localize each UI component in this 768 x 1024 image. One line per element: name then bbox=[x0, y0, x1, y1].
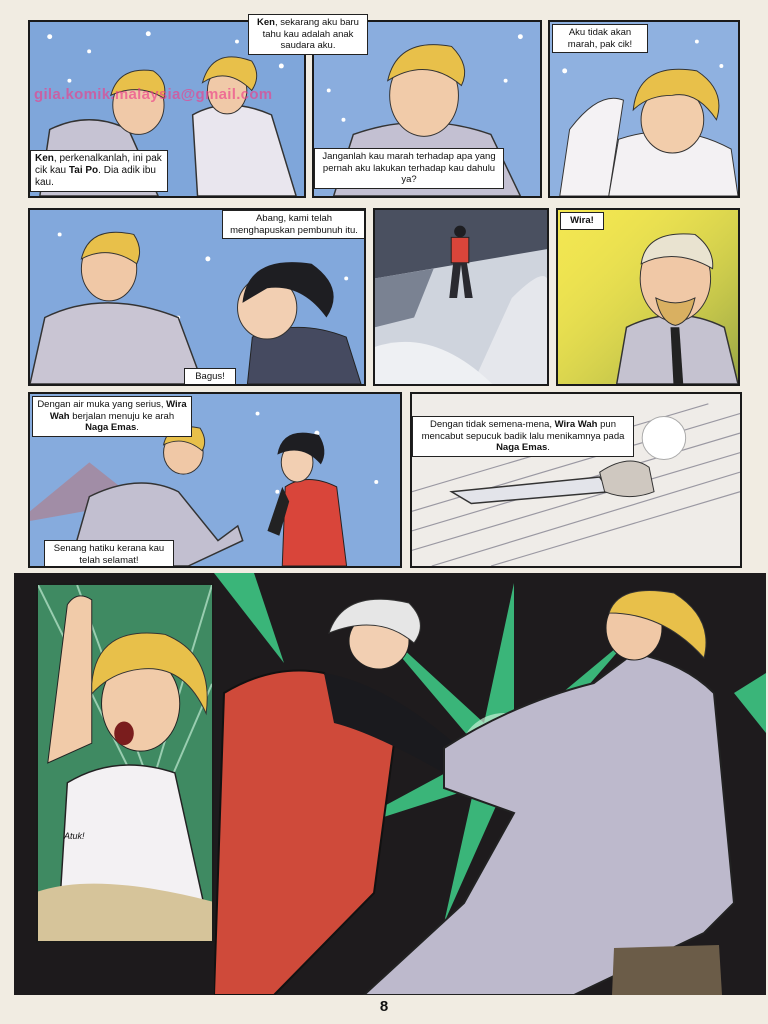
caption-text-part: Tai Po bbox=[68, 165, 99, 176]
caption-text-part: Wira Wah bbox=[554, 419, 598, 430]
page-number: 8 bbox=[379, 998, 389, 1015]
caption-p1-1 bbox=[30, 150, 168, 192]
caption-text-part: Abang, kami telah menghapuskan pembunuh itu. bbox=[230, 213, 358, 236]
panel-5-art bbox=[375, 210, 547, 384]
caption-p8-1 bbox=[412, 416, 634, 457]
caption-text-part: pun mencabut sepucuk badik lalu menikamnya pada bbox=[421, 419, 625, 442]
panel-3 bbox=[548, 20, 740, 198]
panel-9-inset-art bbox=[38, 585, 212, 941]
sfx-atuk: Atuk! bbox=[64, 831, 85, 841]
watermark-text: gila.komik.malaysia@gmail.com bbox=[34, 86, 273, 103]
caption-text-part: Janganlah kau marah terhadap apa yang pernah aku lakukan terhadap kau dahulu ya? bbox=[322, 151, 496, 185]
caption-text-part: . bbox=[547, 442, 550, 453]
caption-p4-2 bbox=[184, 368, 236, 386]
panel-9-main-art bbox=[214, 573, 766, 995]
caption-text-part: Aku tidak akan marah, pak cik! bbox=[567, 27, 633, 50]
panel-5 bbox=[373, 208, 549, 386]
caption-text-part: Bagus! bbox=[195, 371, 225, 382]
caption-text-part: , perkenalkanlah, ini pak cik kau bbox=[35, 153, 162, 176]
panel-8 bbox=[410, 392, 742, 568]
caption-text-part: . bbox=[136, 422, 139, 433]
caption-text-part: . Dia adik ibu kau. bbox=[35, 165, 156, 188]
caption-p7-2 bbox=[44, 540, 174, 568]
panel-9-main bbox=[214, 573, 766, 995]
caption-text-part: Wira! bbox=[570, 215, 594, 226]
panel-9-inset bbox=[36, 583, 214, 943]
caption-text-part: Wira Wah bbox=[49, 399, 187, 422]
caption-text-part: Senang hatiku kerana kau telah selamat! bbox=[53, 543, 165, 566]
caption-text-part: Ken bbox=[257, 17, 275, 28]
caption-text-part: Naga Emas bbox=[85, 422, 137, 433]
caption-text-part: , sekarang aku baru tahu kau adalah anak saudara aku. bbox=[262, 17, 359, 51]
caption-p2-top bbox=[248, 14, 368, 55]
caption-p3-1 bbox=[552, 24, 648, 53]
caption-text-part: Naga Emas bbox=[496, 442, 548, 453]
caption-text-part: Dengan air muka yang serius, bbox=[37, 399, 167, 410]
caption-p6-1 bbox=[560, 212, 604, 230]
caption-p4-1 bbox=[222, 210, 366, 239]
caption-text-part: Dengan tidak semena-mena, bbox=[430, 419, 555, 430]
caption-p2-2 bbox=[314, 148, 504, 189]
caption-text-part: berjalan menuju ke arah bbox=[69, 410, 175, 422]
panel-6-art bbox=[558, 210, 738, 384]
caption-text-part: Ken bbox=[35, 153, 54, 164]
caption-p7-1 bbox=[32, 396, 192, 437]
panel-6 bbox=[556, 208, 740, 386]
panel-7 bbox=[28, 392, 402, 568]
panel-4 bbox=[28, 208, 366, 386]
